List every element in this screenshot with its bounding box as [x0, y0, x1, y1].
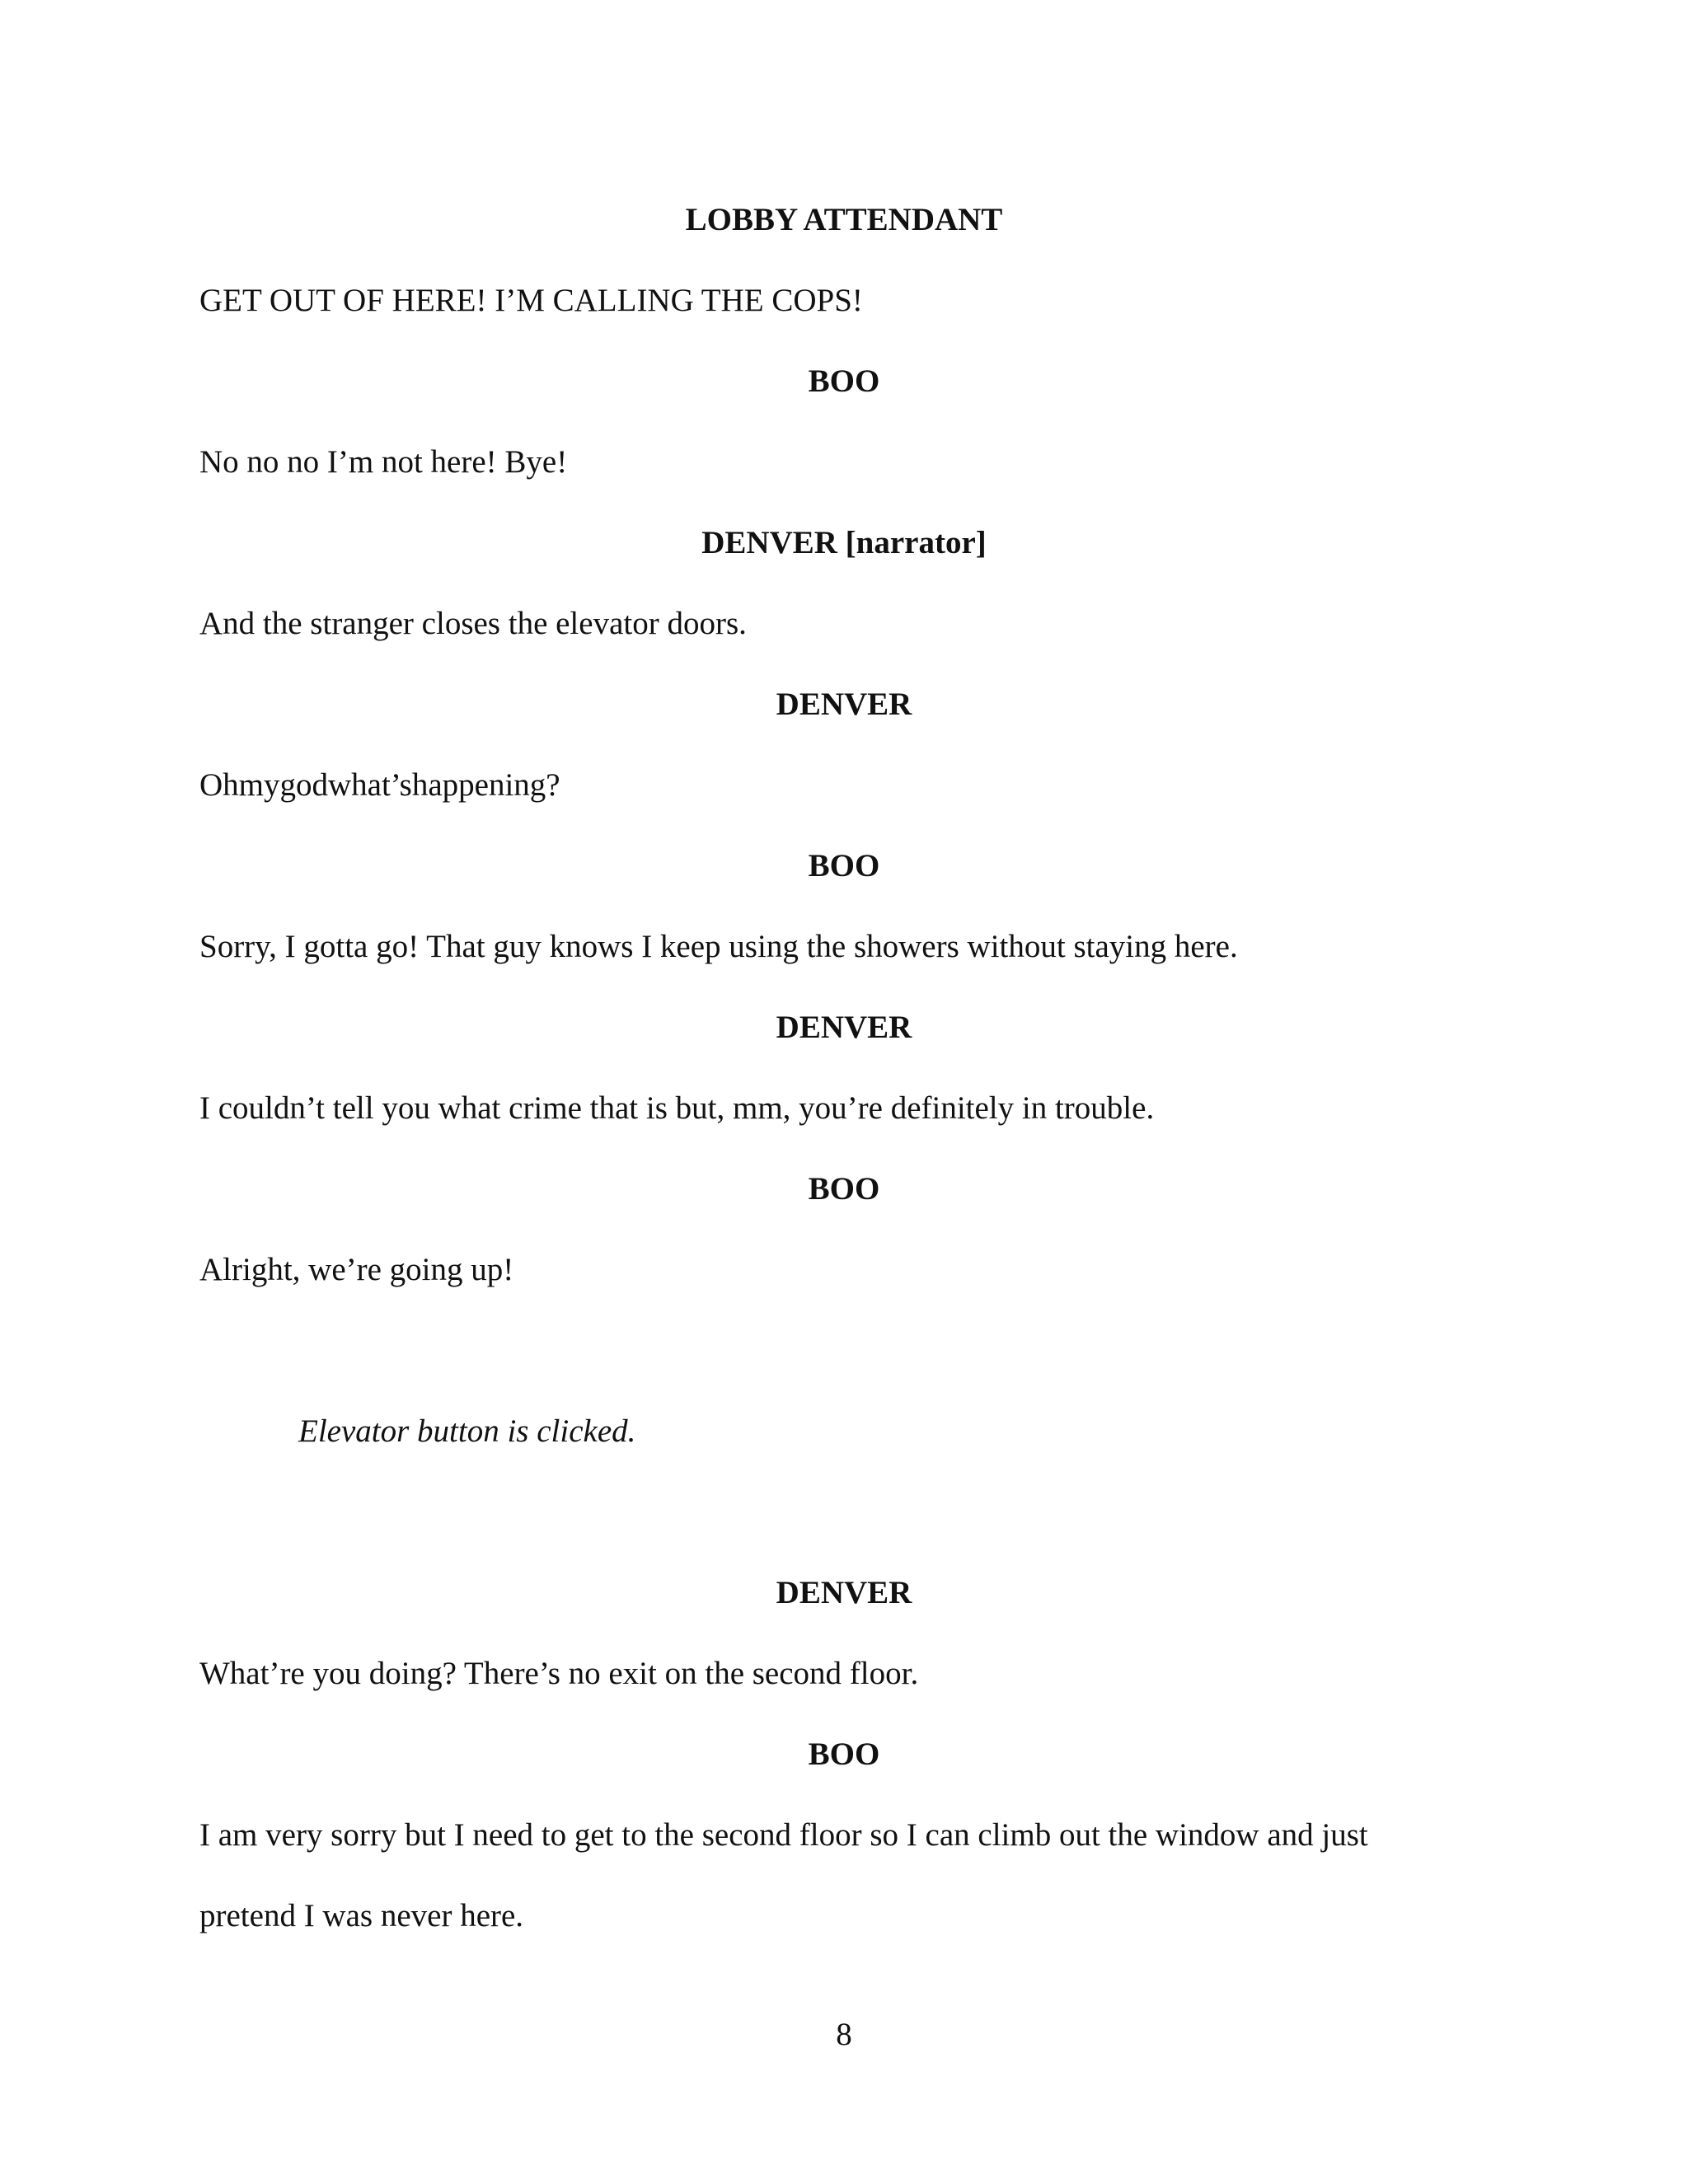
- speaker-name: DENVER [narrator]: [701, 525, 987, 560]
- dialogue-line: And the stranger closes the elevator doors.: [199, 606, 747, 641]
- page-number: 8: [836, 2017, 852, 2052]
- speaker-name: BOO: [808, 1171, 880, 1207]
- speaker-name: BOO: [808, 848, 880, 883]
- dialogue-line: What’re you doing? There’s no exit on the second floor.: [199, 1656, 919, 1691]
- dialogue-line: GET OUT OF HERE! I’M CALLING THE COPS!: [199, 283, 863, 318]
- dialogue-line: Sorry, I gotta go! That guy knows I keep using the showers without staying here.: [199, 929, 1238, 964]
- speaker-name: DENVER: [776, 1575, 912, 1610]
- dialogue-line: I couldn’t tell you what crime that is but, mm, you’re definitely in trouble.: [199, 1090, 1155, 1126]
- speaker-name: DENVER: [776, 1010, 912, 1045]
- stage-direction: Elevator button is clicked.: [298, 1413, 636, 1449]
- dialogue-line: Ohmygodwhat’shappening?: [199, 767, 560, 803]
- dialogue-line: pretend I was never here.: [199, 1898, 524, 1933]
- speaker-name: BOO: [808, 1736, 880, 1772]
- speaker-name: BOO: [808, 363, 880, 399]
- dialogue-line: No no no I’m not here! Bye!: [199, 444, 568, 480]
- dialogue-line: I am very sorry but I need to get to the second floor so I can climb out the window and just: [199, 1817, 1368, 1853]
- speaker-name: DENVER: [776, 687, 912, 722]
- speaker-name: LOBBY ATTENDANT: [685, 202, 1003, 237]
- dialogue-line: Alright, we’re going up!: [199, 1252, 514, 1287]
